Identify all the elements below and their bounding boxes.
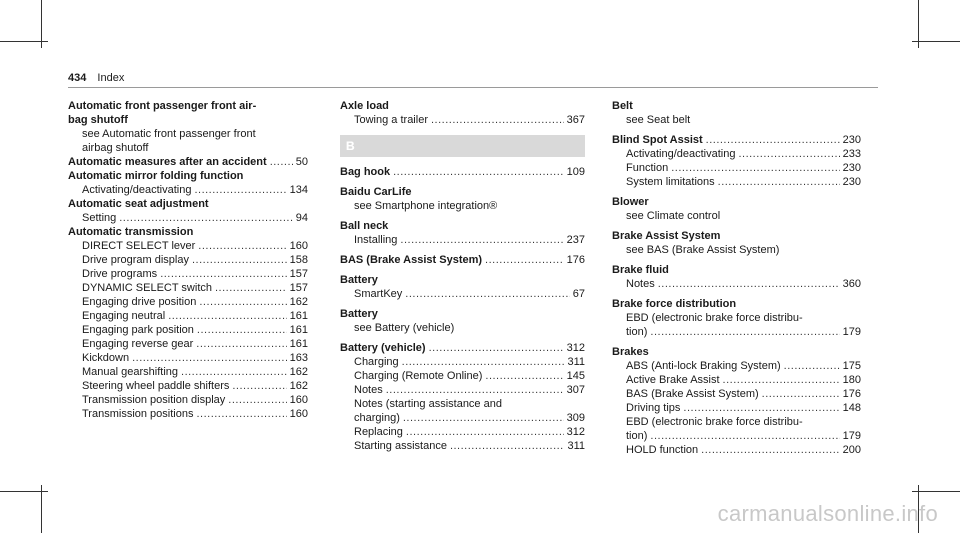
entry-row — [612, 359, 861, 373]
page-ref: 160 — [289, 408, 308, 420]
entry-row — [68, 351, 308, 365]
leader-dots — [198, 239, 286, 253]
entry-row — [68, 323, 308, 337]
leader-dots — [405, 287, 569, 301]
leader-dots — [194, 183, 286, 197]
entry-heading: Automatic transmission — [68, 226, 194, 238]
entry-heading: Blind Spot Assist — [612, 134, 703, 146]
subentry-label: Manual gearshifting — [82, 366, 179, 378]
entry-row — [340, 165, 585, 179]
entry-heading: Blower — [612, 196, 649, 208]
subentry-label: Towing a trailer — [354, 114, 428, 126]
entry-heading: Axle load — [340, 100, 389, 112]
subentry-label: Notes — [626, 278, 655, 290]
entry-row — [340, 439, 585, 453]
entry-row — [68, 281, 308, 295]
entry-row — [340, 341, 585, 355]
page-ref: 176 — [566, 254, 585, 266]
leader-dots — [181, 365, 287, 379]
entry-row — [68, 295, 308, 309]
leader-dots — [232, 379, 286, 393]
leader-dots — [738, 147, 839, 161]
subentry-list — [612, 359, 861, 415]
entry-heading: Battery — [340, 308, 378, 320]
page-ref: 162 — [289, 296, 308, 308]
page-ref: 233 — [842, 148, 861, 160]
page-ref: 158 — [289, 254, 308, 266]
leader-dots — [393, 165, 564, 179]
entry-row — [612, 277, 861, 291]
leader-dots — [196, 337, 286, 351]
leader-dots — [701, 443, 839, 457]
page-ref: 94 — [295, 212, 308, 224]
entry-row — [612, 429, 861, 443]
page-ref: 230 — [842, 162, 861, 174]
page-ref: 163 — [289, 352, 308, 364]
entry-heading: Belt — [612, 100, 633, 112]
page-ref: 176 — [842, 388, 861, 400]
page-ref: 360 — [842, 278, 861, 290]
leader-dots — [386, 383, 564, 397]
entry-row — [340, 233, 585, 247]
entry-heading: bag shutoff — [68, 114, 128, 126]
page-ref: 50 — [295, 156, 308, 168]
entry-row — [68, 407, 308, 421]
subentry-label: Installing — [354, 234, 398, 246]
leader-dots — [197, 323, 287, 337]
entry-row — [340, 411, 585, 425]
entry-row — [68, 365, 308, 379]
index-column-2 — [340, 99, 585, 453]
subentry-label: Engaging park position — [82, 324, 194, 336]
entry-row — [68, 211, 308, 225]
crop-mark — [0, 491, 48, 492]
entry-row — [340, 253, 585, 267]
page-ref: 162 — [289, 380, 308, 392]
subentry-label: HOLD function — [626, 444, 699, 456]
entry-row — [68, 267, 308, 281]
entry-heading: Battery — [340, 274, 378, 286]
entry-row — [340, 383, 585, 397]
entry-row — [340, 369, 585, 383]
leader-dots — [429, 341, 564, 355]
page-ref: 311 — [567, 356, 585, 368]
leader-dots — [431, 113, 564, 127]
subentry-label: Engaging drive position — [82, 296, 197, 308]
page-ref: 312 — [566, 342, 585, 354]
subentry-label: EBD (electronic brake force distribu- — [626, 312, 803, 324]
see-reference: see Climate control — [626, 210, 721, 222]
entry-row — [68, 253, 308, 267]
page-ref: 67 — [572, 288, 585, 300]
subentry-label: Drive program display — [82, 254, 189, 266]
page-ref: 307 — [566, 384, 585, 396]
page-ref: 160 — [289, 394, 308, 406]
leader-dots — [723, 373, 840, 387]
page-ref: 179 — [842, 326, 861, 338]
page-ref: 230 — [842, 134, 861, 146]
subentry-label: Notes (starting assistance and — [354, 398, 502, 410]
crop-mark — [912, 41, 960, 42]
entry-heading: Automatic measures after an accident — [68, 156, 267, 168]
subentry-label: Charging — [354, 356, 399, 368]
leader-dots — [402, 355, 565, 369]
see-reference: see Seat belt — [626, 114, 691, 126]
crop-mark — [41, 485, 42, 533]
entry-row — [612, 147, 861, 161]
leader-dots — [450, 439, 565, 453]
subentry-list — [340, 425, 585, 453]
subentry-label: EBD (electronic brake force distribu- — [626, 416, 803, 428]
section-letter-bar — [340, 135, 585, 157]
entry-row — [612, 133, 861, 147]
entry-row — [612, 161, 861, 175]
subentry-label: BAS (Brake Assist System) — [626, 388, 759, 400]
subentry-label: Activating/deactivating — [82, 184, 192, 196]
subentry-label: Activating/deactivating — [626, 148, 736, 160]
see-reference: see Smartphone integration® — [354, 200, 498, 212]
entry-heading: Brake Assist System — [612, 230, 721, 242]
page-ref: 109 — [566, 166, 585, 178]
page-header — [68, 72, 124, 84]
page-ref: 157 — [289, 268, 308, 280]
subentry-label: Function — [626, 162, 669, 174]
subentry-list — [612, 147, 861, 189]
subentry-label: tion) — [626, 430, 648, 442]
subentry-label: Starting assistance — [354, 440, 447, 452]
leader-dots — [650, 325, 839, 339]
subentry-label: Driving tips — [626, 402, 681, 414]
entry-row — [68, 155, 308, 169]
page-ref: 162 — [289, 366, 308, 378]
subentry-label: Replacing — [354, 426, 403, 438]
entry-row — [340, 355, 585, 369]
entry-heading: BAS (Brake Assist System) — [340, 254, 483, 266]
see-reference: see Battery (vehicle) — [354, 322, 455, 334]
entry-row — [612, 401, 861, 415]
subentry-list — [68, 239, 308, 421]
page-ref: 237 — [566, 234, 585, 246]
entry-heading: Automatic mirror folding function — [68, 170, 244, 182]
header-rule — [68, 87, 878, 88]
page-ref: 161 — [289, 310, 308, 322]
subentry-label: Steering wheel paddle shifters — [82, 380, 230, 392]
entry-heading: Ball neck — [340, 220, 389, 232]
leader-dots — [485, 369, 563, 383]
subentry-label: Drive programs — [82, 268, 158, 280]
see-reference: see Automatic front passenger front — [82, 128, 256, 140]
leader-dots — [718, 175, 840, 189]
entry-row — [612, 175, 861, 189]
leader-dots — [485, 253, 564, 267]
subentry-label: DYNAMIC SELECT switch — [82, 282, 212, 294]
entry-row — [68, 337, 308, 351]
leader-dots — [199, 295, 286, 309]
page-ref: 312 — [566, 426, 585, 438]
see-reference: see BAS (Brake Assist System) — [626, 244, 780, 256]
leader-dots — [683, 401, 839, 415]
entry-row — [68, 183, 308, 197]
leader-dots — [192, 253, 287, 267]
leader-dots — [671, 161, 839, 175]
subentry-label: Transmission position display — [82, 394, 226, 406]
entry-heading: Automatic seat adjustment — [68, 198, 209, 210]
page-ref: 230 — [842, 176, 861, 188]
subentry-label: DIRECT SELECT lever — [82, 240, 196, 252]
entry-heading: Battery (vehicle) — [340, 342, 426, 354]
page-ref: 367 — [566, 114, 585, 126]
entry-heading: Bag hook — [340, 166, 391, 178]
entry-row — [612, 387, 861, 401]
leader-dots — [406, 425, 564, 439]
leader-dots — [706, 133, 840, 147]
index-column-3 — [612, 99, 861, 457]
subentry-label: Active Brake Assist — [626, 374, 720, 386]
subentry-list — [340, 355, 585, 397]
leader-dots — [784, 359, 840, 373]
page-ref: 161 — [289, 324, 308, 336]
entry-heading: Baidu CarLife — [340, 186, 412, 198]
watermark: carmanualsonline.info — [717, 501, 938, 526]
leader-dots — [168, 309, 286, 323]
subentry-label: SmartKey — [354, 288, 403, 300]
page-ref: 157 — [289, 282, 308, 294]
entry-heading: Automatic front passenger front air- — [68, 100, 257, 112]
entry-row — [340, 113, 585, 127]
leader-dots — [400, 233, 563, 247]
page-ref: 311 — [567, 440, 585, 452]
subentry-label: ABS (Anti-lock Braking System) — [626, 360, 781, 372]
subentry-label: tion) — [626, 326, 648, 338]
leader-dots — [160, 267, 286, 281]
subentry-label: System limitations — [626, 176, 715, 188]
leader-dots — [119, 211, 293, 225]
page-ref: 145 — [566, 370, 585, 382]
entry-row — [340, 425, 585, 439]
entry-row — [612, 373, 861, 387]
page-ref: 200 — [842, 444, 861, 456]
subentry-label: Kickdown — [82, 352, 130, 364]
subentry-label: Engaging reverse gear — [82, 338, 194, 350]
leader-dots — [196, 407, 286, 421]
subentry-label: Notes — [354, 384, 383, 396]
page-ref: 175 — [842, 360, 861, 372]
subentry-label: Charging (Remote Online) — [354, 370, 483, 382]
entry-heading: Brake force distribution — [612, 298, 737, 310]
entry-row — [612, 443, 861, 457]
page-ref: 148 — [842, 402, 861, 414]
leader-dots — [650, 429, 839, 443]
leader-dots — [658, 277, 840, 291]
index-column-1 — [68, 99, 308, 421]
page-ref: 160 — [289, 240, 308, 252]
leader-dots — [403, 411, 564, 425]
entry-row — [612, 325, 861, 339]
page-ref: 309 — [566, 412, 585, 424]
page-ref: 161 — [289, 338, 308, 350]
leader-dots — [762, 387, 840, 401]
crop-mark — [912, 491, 960, 492]
leader-dots — [132, 351, 287, 365]
section-letter: B — [346, 139, 355, 153]
page-ref: 179 — [842, 430, 861, 442]
subentry-label: Setting — [82, 212, 117, 224]
page-ref: 134 — [289, 184, 308, 196]
see-reference: airbag shutoff — [82, 142, 149, 154]
entry-heading: Brake fluid — [612, 264, 669, 276]
crop-mark — [0, 41, 48, 42]
entry-row — [68, 379, 308, 393]
entry-row — [68, 393, 308, 407]
section-title: Index — [97, 72, 125, 84]
leader-dots — [270, 155, 293, 169]
leader-dots — [228, 393, 286, 407]
entry-row — [340, 287, 585, 301]
subentry-label: Engaging neutral — [82, 310, 166, 322]
entry-row — [68, 309, 308, 323]
entry-heading: Brakes — [612, 346, 649, 358]
subentry-label: charging) — [354, 412, 400, 424]
page-number: 434 — [68, 72, 87, 84]
leader-dots — [215, 281, 287, 295]
entry-row — [68, 239, 308, 253]
page-ref: 180 — [842, 374, 861, 386]
subentry-label: Transmission positions — [82, 408, 194, 420]
